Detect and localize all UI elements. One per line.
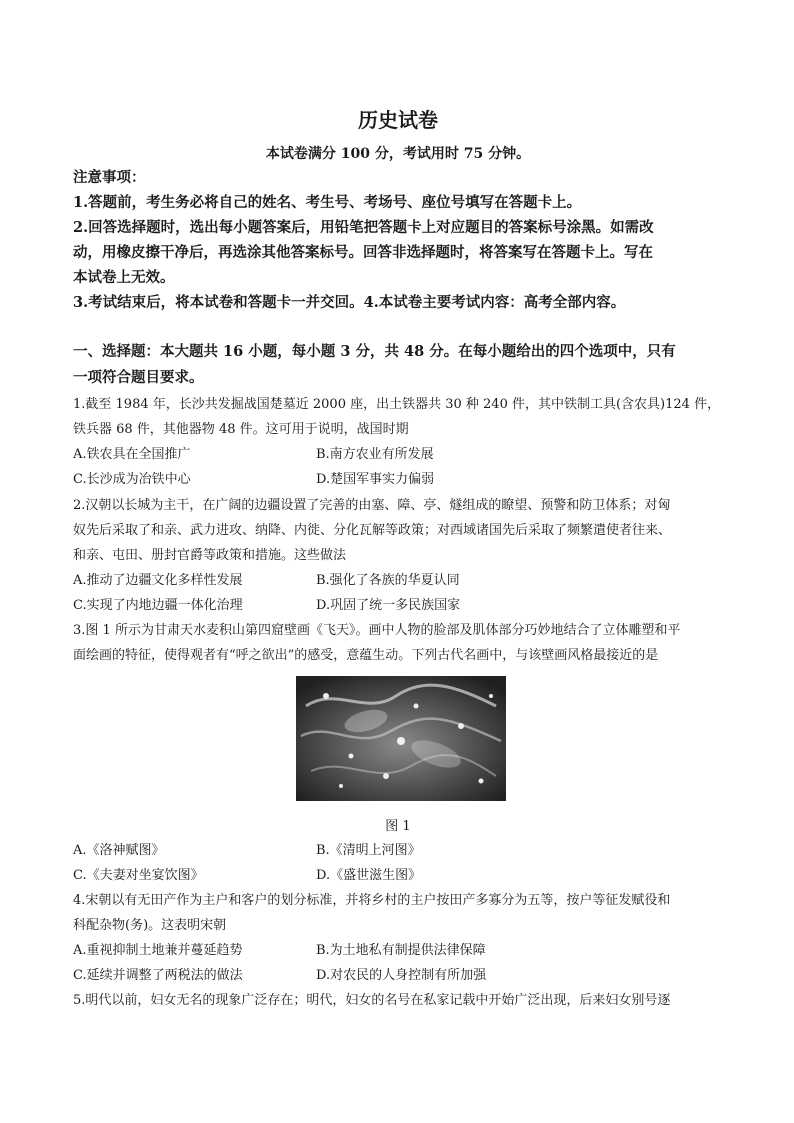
question-3-option-a: A.《洛神赋图》: [73, 843, 165, 858]
notes-heading: 注意事项：: [73, 169, 146, 186]
question-1-option-b: B.南方农业有所发展: [316, 447, 434, 462]
figure-caption: 图 1: [385, 819, 411, 834]
question-2-option-b: B.强化了各族的华夏认同: [316, 573, 460, 588]
question-2-text: 和亲、屯田、册封官爵等政策和措施。这些做法: [73, 548, 347, 563]
mural-image: [296, 676, 506, 801]
question-3-text: 面绘画的特征，使得观者有“呼之欲出”的感受，意蕴生动。下列古代名画中，与该壁画风格最接近的是: [73, 648, 659, 663]
question-1-option-a: A.铁农具在全国推广: [73, 447, 191, 462]
question-1-option-d: D.楚国军事实力偏弱: [316, 472, 435, 487]
question-4-text: 科配杂物(务)。这表明宋朝: [73, 918, 227, 933]
question-4-option-b: B.为土地私有制提供法律保障: [316, 943, 486, 958]
question-4-text: 4.宋朝以有无田产作为主户和客户的划分标准，并将乡村的主户按田产多寡分为五等，按户等征发赋役和: [73, 893, 671, 908]
question-2-text: 2.汉朝以长城为主干，在广阔的边疆设置了完善的由塞、障、亭、燧组成的瞭望、预警和防卫体系；对匈: [73, 498, 671, 513]
question-4-option-a: A.重视抑制土地兼并蔓延趋势: [73, 943, 243, 958]
notes-line: 本试卷上无效。: [73, 269, 175, 286]
question-5-text: 5.明代以前，妇女无名的现象广泛存在；明代，妇女的名号在私家记载中开始广泛出现，后来妇女别号逐: [73, 993, 671, 1008]
question-2-option-a: A.推动了边疆文化多样性发展: [73, 573, 243, 588]
question-3-text: 3.图 1 所示为甘肃天水麦积山第四窟壁画《飞天》。画中人物的脸部及肌体部分巧妙地结合了立体雕塑和平: [73, 623, 681, 638]
question-4-option-c: C.延续并调整了两税法的做法: [73, 968, 243, 983]
question-1-text: 1.截至 1984 年，长沙共发掘战国楚墓近 2000 座，出土铁器共 30 种 240 件，其中铁制工具(含农具)124 件，: [73, 397, 721, 412]
question-1-text: 铁兵器 68 件，其他器物 48 件。这可用于说明，战国时期: [73, 422, 409, 437]
question-4-option-d: D.对农民的人身控制有所加强: [316, 968, 487, 983]
question-2-option-c: C.实现了内地边疆一体化治理: [73, 598, 243, 613]
mural-illustration-icon: [296, 676, 506, 801]
page-title: 历史试卷: [358, 108, 438, 132]
question-2-option-d: D.巩固了统一多民族国家: [316, 598, 461, 613]
notes-line: 动，用橡皮擦干净后，再选涂其他答案标号。回答非选择题时，将答案写在答题卡上。写在: [73, 244, 653, 261]
section-heading: 一项符合题目要求。: [73, 369, 204, 386]
question-3-option-c: C.《夫妻对坐宴饮图》: [73, 868, 204, 883]
notes-line: 1.答题前，考生务必将自己的姓名、考生号、考场号、座位号填写在答题卡上。: [73, 194, 582, 211]
section-heading: 一、选择题：本大题共 16 小题，每小题 3 分，共 48 分。在每小题给出的四个选项中，只有: [73, 343, 676, 360]
question-2-text: 奴先后采取了和亲、武力进攻、纳降、内徙、分化瓦解等政策；对西域诸国先后采取了频繁遣使者往来、: [73, 523, 672, 538]
question-3-option-b: B.《清明上河图》: [316, 843, 421, 858]
question-3-option-d: D.《盛世滋生图》: [316, 868, 422, 883]
notes-line: 2.回答选择题时，选出每小题答案后，用铅笔把答题卡上对应题目的答案标号涂黑。如需改: [73, 219, 654, 236]
notes-line: 3.考试结束后，将本试卷和答题卡一并交回。4.本试卷主要考试内容：高考全部内容。: [73, 294, 626, 311]
question-1-option-c: C.长沙成为冶铁中心: [73, 472, 191, 487]
exam-info: 本试卷满分 100 分，考试用时 75 分钟。: [265, 146, 531, 162]
